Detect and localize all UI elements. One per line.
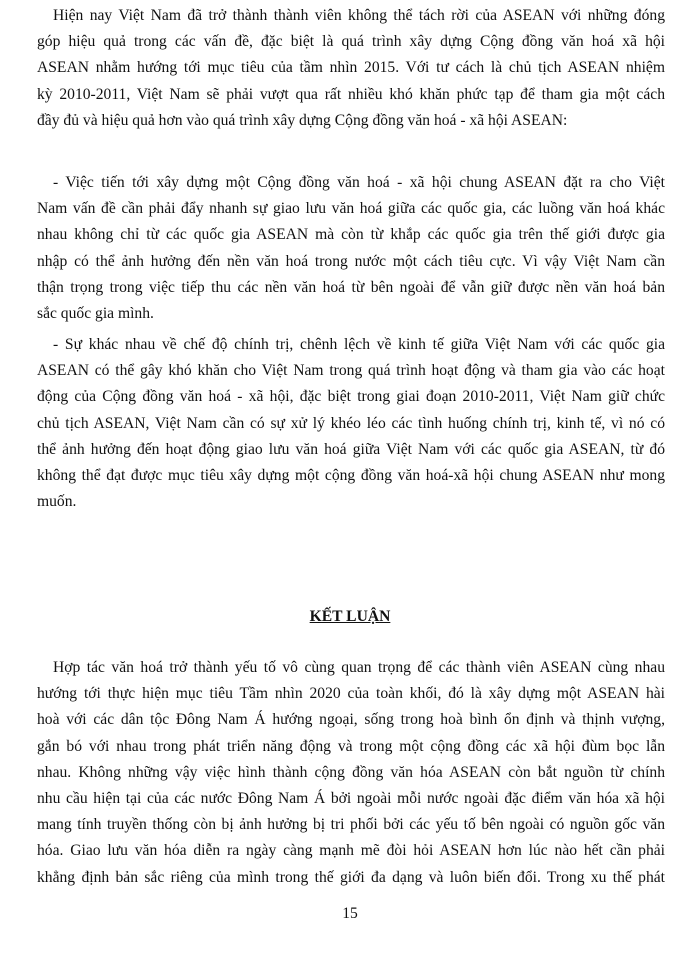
- text-line: ASEAN có thể gây khó khăn cho Việt Nam trong quá trình hoạt động và tham gia vào các hoạt: [37, 362, 665, 380]
- text-line: kỳ 2010-2011, Việt Nam sẽ phải vượt qua rất nhiều khó khăn phức tạp để tham gia một cách: [37, 85, 665, 103]
- text-line: nhau. Không những vậy việc hình thành cộng đồng văn hóa ASEAN còn bắt nguồn từ chính: [37, 763, 665, 781]
- text-line: muốn.: [37, 493, 77, 511]
- text-line: Hiện nay Việt Nam đã trở thành thành viên không thể tách rời của ASEAN với những đóng: [53, 7, 665, 24]
- text-line: - Việc tiến tới xây dựng một Cộng đồng văn hoá - xã hội chung ASEAN đặt ra cho Việt: [53, 174, 665, 191]
- text-line: sắc quốc gia mình.: [37, 304, 154, 322]
- text-line: động của Cộng đồng văn hoá - xã hội, đặc biệt trong giai đoạn 2010-2011, Việt Nam giữ chức: [37, 388, 665, 406]
- text-line: gắn bó với nhau trong phát triển năng động và trong một cộng đồng các xã hội đùm bọc lẫn: [37, 737, 665, 755]
- page-number: 15: [342, 905, 358, 922]
- text-line: - Sự khác nhau về chế độ chính trị, chênh lệch về kinh tế giữa Việt Nam với các quốc gia: [53, 336, 665, 353]
- text-line: hóa. Giao lưu văn hóa diễn ra ngày càng mạnh mẽ đòi hỏi ASEAN hơn lúc nào hết cần phải: [37, 842, 665, 860]
- text-line: nhập có thể ảnh hưởng đến nền văn hoá trong nước một cách tiêu cực. Vì vậy Việt Nam cần: [37, 252, 665, 270]
- paragraph-bullet-cultural-exchange: [37, 170, 665, 327]
- text-line: mang tính truyền thống còn bị ảnh hưởng bị tri phối bởi các yếu tố bên ngoài có nguồn gốc văn: [37, 816, 665, 834]
- paragraph-bullet-political-differences: [37, 332, 665, 515]
- text-line: hướng tới thực hiện mục tiêu Tầm nhìn 2020 của toàn khối, đó là xây dựng một ASEAN hài: [37, 685, 665, 703]
- text-line: Nam vấn đề cần phải đẩy nhanh sự giao lưu văn hoá giữa các quốc gia, các luồng văn hoá khác: [37, 200, 665, 218]
- text-line: nhu cầu hiện tại của các nước Đông Nam Á bởi ngoài mỗi nước ngoài đặc điểm văn hóa xã hội: [37, 789, 665, 807]
- text-line: góp hiệu quả trong các vấn đề, đặc biệt là quá trình xây dựng Cộng đồng văn hoá xã hội: [37, 33, 665, 51]
- text-line: đầy đủ và hiệu quả hơn vào quá trình xây dựng Cộng đồng văn hoá - xã hội ASEAN:: [37, 111, 568, 129]
- text-line: ASEAN nhằm hướng tới mục tiêu của tầm nhìn 2015. Với tư cách là chủ tịch ASEAN nhiệm: [37, 59, 665, 77]
- text-line: hoà với các dân tộc Đông Nam Á hướng ngoại, sống trong hoà bình ổn định và thịnh vượng,: [37, 711, 665, 729]
- text-line: không thể đạt được mục tiêu xây dựng một cộng đồng văn hoá-xã hội chung ASEAN như mong: [37, 466, 665, 484]
- text-line: thể ảnh hưởng đến hoạt động giao lưu văn hoá giữa Việt Nam với các quốc gia ASEAN, từ đó: [37, 440, 665, 458]
- paragraph-conclusion: [37, 655, 665, 891]
- text-line: khẳng định bản sắc riêng của mình trong thế giới đa dạng và luôn biến đổi. Trong xu thế phát: [37, 868, 665, 886]
- paragraph-vietnam-asean-role: [37, 3, 665, 134]
- text-line: Hợp tác văn hoá trở thành yếu tố vô cùng quan trọng để các thành viên ASEAN cùng nhau: [53, 659, 665, 676]
- text-line: nhau không chỉ từ các quốc gia ASEAN mà còn từ khắp các quốc gia trên thế giới được gia: [37, 226, 665, 244]
- text-line: thận trọng trong việc tiếp thu các nền văn hoá từ bên ngoài để vẫn giữ được nền văn hoá bản: [37, 278, 665, 296]
- text-line: chủ tịch ASEAN, Việt Nam cần có sự xử lý khéo léo các tình huống chính trị, kinh tế, vì nó có: [37, 414, 665, 432]
- section-heading-conclusion: KẾT LUẬN: [309, 608, 391, 625]
